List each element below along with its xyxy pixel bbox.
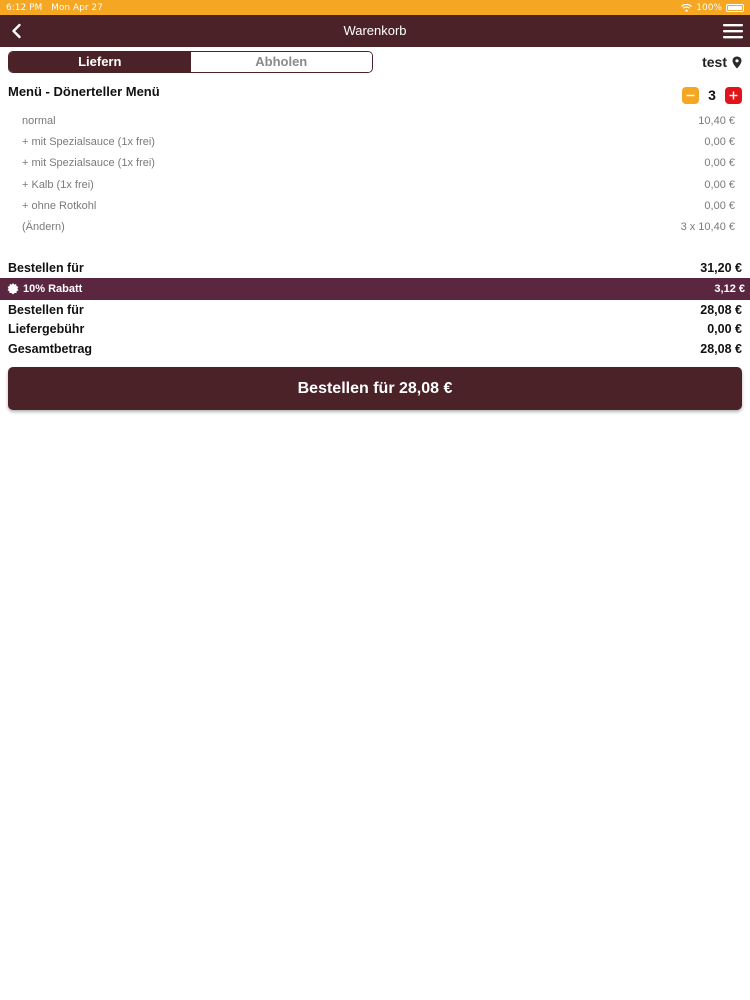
item-detail-row (22, 219, 735, 235)
detail-price: 0,00 € (704, 136, 735, 148)
change-item-link[interactable]: (Ändern) (22, 221, 65, 233)
battery-percent: 100% (696, 2, 722, 13)
detail-label: + mit Spezialsauce (1x frei) (22, 136, 155, 148)
after-discount-row (8, 301, 742, 319)
status-date: Mon Apr 27 (51, 2, 103, 13)
detail-price: 3 x 10,40 € (680, 221, 735, 233)
total-value: 28,08 € (700, 342, 742, 356)
subtotal-label: Bestellen für (8, 261, 84, 275)
discount-left (7, 283, 82, 295)
status-left (6, 3, 109, 13)
item-detail-row (22, 177, 735, 193)
discount-row (0, 278, 750, 300)
tab-liefern[interactable]: Liefern (9, 52, 191, 72)
quantity-stepper (682, 86, 742, 104)
status-time: 6:12 PM (6, 2, 43, 13)
detail-label: + Kalb (1x frei) (22, 179, 94, 191)
total-row (8, 340, 742, 358)
page-title: Warenkorb (343, 23, 407, 38)
detail-price: 0,00 € (704, 179, 735, 191)
location-selector[interactable] (702, 52, 742, 72)
discount-value: 3,12 € (714, 283, 745, 295)
increase-quantity-button[interactable] (725, 87, 742, 104)
quantity-value: 3 (708, 87, 716, 103)
total-label: Gesamtbetrag (8, 342, 93, 356)
minus-icon (686, 91, 695, 100)
detail-price: 0,00 € (704, 157, 735, 169)
item-detail-row (22, 134, 735, 150)
detail-label: + mit Spezialsauce (1x frei) (22, 157, 155, 169)
item-detail-row (22, 113, 735, 129)
after-discount-label: Bestellen für (8, 303, 84, 317)
detail-price: 0,00 € (704, 200, 735, 212)
location-label: test (702, 54, 727, 70)
detail-label: + ohne Rotkohl (22, 200, 97, 212)
item-detail-row (22, 198, 735, 214)
detail-label: normal (22, 115, 56, 127)
plus-icon (729, 91, 738, 100)
delivery-fee-value: 0,00 € (707, 322, 742, 336)
subtotal-row (8, 259, 742, 277)
map-pin-icon (732, 56, 742, 69)
status-bar (0, 0, 750, 15)
subtotal-value: 31,20 € (700, 261, 742, 275)
delivery-mode-toggle (8, 51, 373, 73)
wifi-icon (681, 4, 692, 12)
cart-item-title[interactable]: Menü - Dönerteller Menü (8, 84, 160, 99)
after-discount-value: 28,08 € (700, 303, 742, 317)
place-order-button[interactable]: Bestellen für 28,08 € (8, 367, 742, 410)
battery-icon (726, 4, 744, 12)
detail-price: 10,40 € (698, 115, 735, 127)
discount-badge-icon (7, 283, 19, 295)
decrease-quantity-button[interactable] (682, 87, 699, 104)
delivery-fee-row (8, 320, 742, 338)
status-right (681, 3, 744, 13)
hamburger-menu-icon[interactable] (722, 21, 744, 41)
nav-bar (0, 15, 750, 47)
tab-abholen[interactable]: Abholen (191, 52, 373, 72)
item-detail-row (22, 155, 735, 171)
delivery-fee-label: Liefergebühr (8, 322, 85, 336)
discount-label: 10% Rabatt (23, 283, 83, 295)
